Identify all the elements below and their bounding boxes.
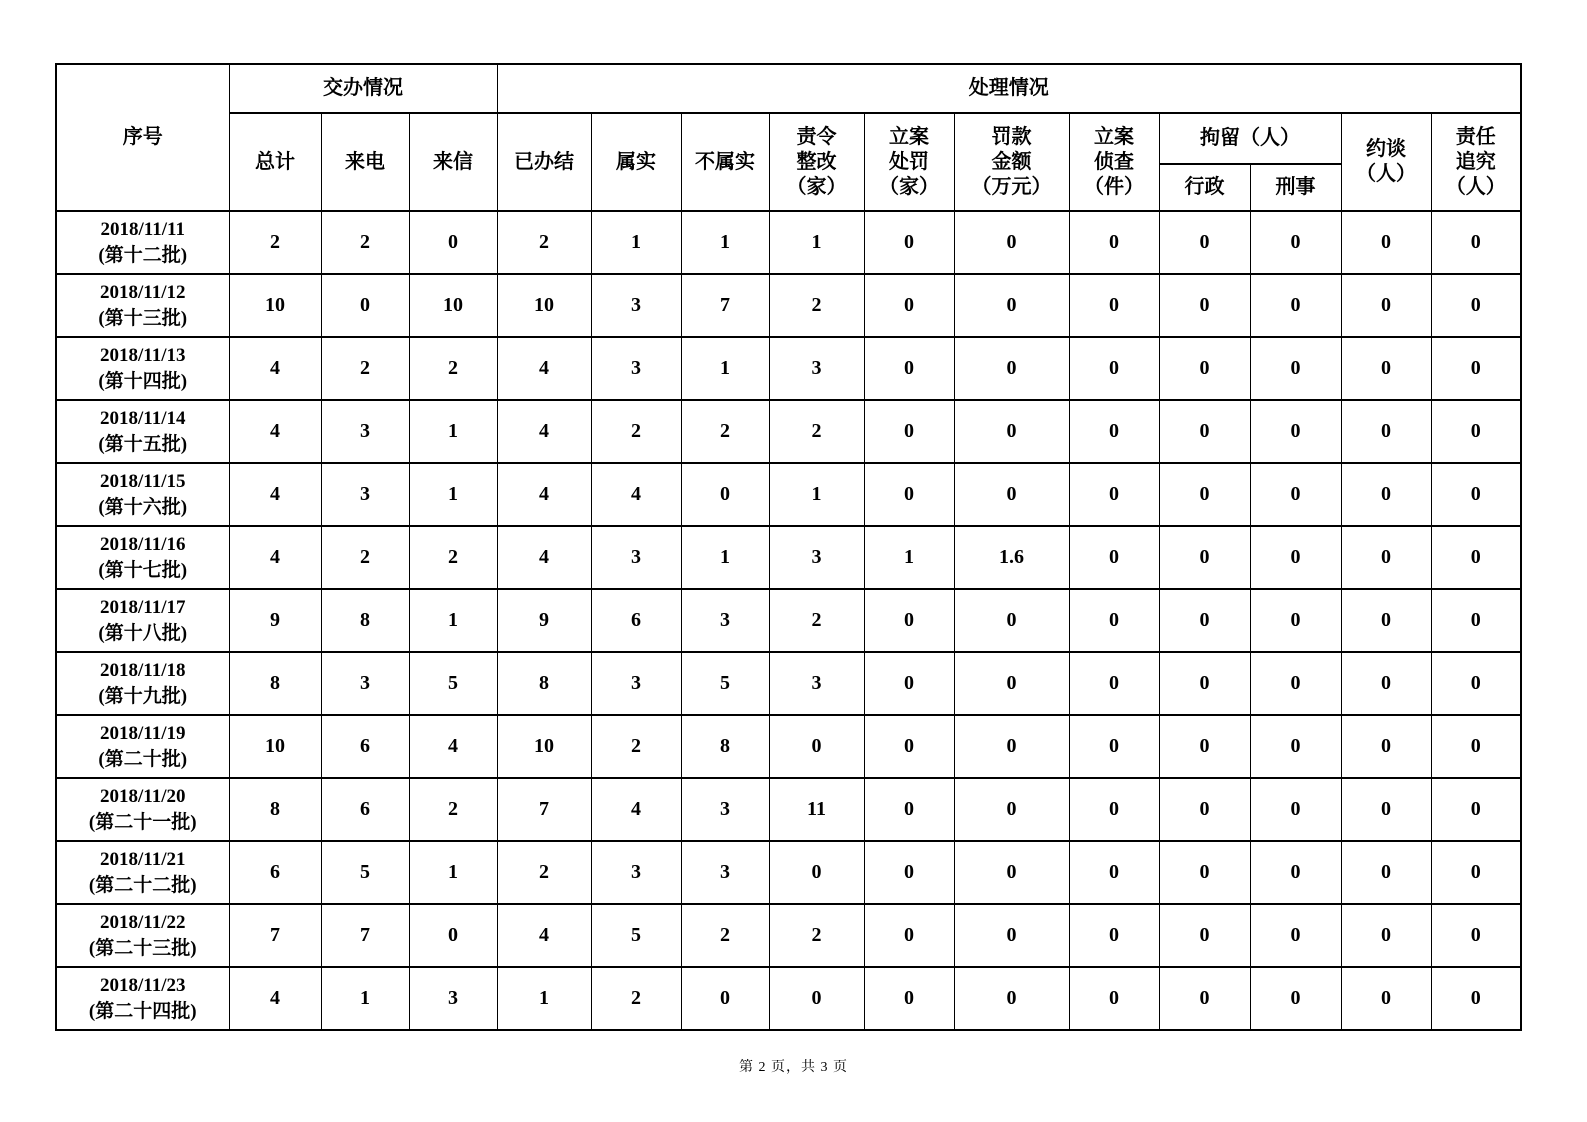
row-date: 2018/11/17 (99, 596, 186, 618)
row-date: 2018/11/23 (99, 974, 186, 996)
header-group-handle: 处理情况 (497, 64, 1521, 113)
data-cell: 3 (591, 274, 681, 337)
data-cell: 0 (954, 400, 1069, 463)
data-cell: 0 (1431, 400, 1521, 463)
data-cell: 0 (1431, 211, 1521, 274)
data-cell: 0 (1069, 211, 1159, 274)
summary-table (55, 63, 1522, 1031)
data-cell: 5 (591, 904, 681, 967)
data-cell: 0 (1431, 337, 1521, 400)
row-serial (56, 715, 229, 778)
row-serial (56, 211, 229, 274)
data-cell: 1 (864, 526, 954, 589)
data-cell: 0 (1159, 337, 1250, 400)
data-cell: 2 (769, 904, 864, 967)
data-cell: 1 (681, 337, 769, 400)
data-cell: 0 (954, 715, 1069, 778)
data-cell: 0 (1341, 526, 1431, 589)
header-fine-amount: 罚款 金额 （万元） (954, 113, 1069, 211)
data-cell: 8 (229, 652, 321, 715)
row-date: 2018/11/19 (99, 722, 186, 744)
table-row (56, 526, 1521, 589)
data-cell: 0 (1159, 715, 1250, 778)
data-cell: 2 (321, 526, 409, 589)
data-cell: 6 (591, 589, 681, 652)
data-cell: 2 (409, 337, 497, 400)
row-date: 2018/11/13 (99, 344, 186, 366)
data-cell: 0 (681, 463, 769, 526)
row-serial (56, 337, 229, 400)
data-cell: 0 (864, 652, 954, 715)
data-cell: 0 (681, 967, 769, 1030)
data-cell: 0 (1431, 841, 1521, 904)
data-cell: 6 (229, 841, 321, 904)
data-cell: 4 (229, 337, 321, 400)
data-cell: 3 (591, 841, 681, 904)
data-cell: 10 (497, 715, 591, 778)
data-cell: 10 (229, 715, 321, 778)
row-batch: (第十八批) (98, 622, 188, 644)
page-number: 第 2 页，共 3 页 (739, 1060, 848, 1075)
data-cell: 8 (229, 778, 321, 841)
data-cell: 0 (864, 211, 954, 274)
data-cell: 0 (1250, 400, 1341, 463)
data-cell: 0 (1431, 463, 1521, 526)
header-case-investigate: 立案 侦查 （件） (1069, 113, 1159, 211)
table-row (56, 967, 1521, 1030)
row-batch: (第二十二批) (88, 874, 197, 896)
data-cell: 0 (1069, 904, 1159, 967)
data-cell: 0 (1069, 274, 1159, 337)
row-batch: (第二十一批) (88, 811, 197, 833)
table-row (56, 841, 1521, 904)
data-cell: 0 (1250, 211, 1341, 274)
data-cell: 0 (1341, 841, 1431, 904)
row-batch: (第十五批) (98, 433, 188, 455)
row-batch: (第十四批) (98, 370, 188, 392)
data-cell: 0 (1069, 337, 1159, 400)
data-cell: 0 (1069, 715, 1159, 778)
row-batch: (第二十三批) (88, 937, 197, 959)
data-cell: 0 (954, 841, 1069, 904)
data-cell: 0 (1159, 904, 1250, 967)
row-batch: (第十六批) (98, 496, 188, 518)
data-cell: 0 (1250, 904, 1341, 967)
data-cell: 0 (1250, 715, 1341, 778)
data-cell: 1 (409, 841, 497, 904)
data-cell: 4 (229, 463, 321, 526)
data-cell: 3 (681, 778, 769, 841)
table-row (56, 778, 1521, 841)
table-row (56, 400, 1521, 463)
data-cell: 0 (954, 778, 1069, 841)
row-serial (56, 652, 229, 715)
header-letters: 来信 (409, 113, 497, 211)
data-cell: 11 (769, 778, 864, 841)
header-unsubstantiated: 不属实 (681, 113, 769, 211)
data-cell: 0 (1159, 463, 1250, 526)
data-cell: 3 (681, 589, 769, 652)
data-cell: 0 (1250, 778, 1341, 841)
data-cell: 2 (321, 337, 409, 400)
data-cell: 10 (229, 274, 321, 337)
data-cell: 2 (769, 589, 864, 652)
data-cell: 0 (954, 211, 1069, 274)
data-cell: 0 (864, 463, 954, 526)
data-cell: 0 (1431, 904, 1521, 967)
data-cell: 7 (229, 904, 321, 967)
data-cell: 4 (591, 463, 681, 526)
data-cell: 4 (409, 715, 497, 778)
data-cell: 0 (1159, 400, 1250, 463)
header-completed: 已办结 (497, 113, 591, 211)
data-cell: 3 (591, 526, 681, 589)
table-row (56, 463, 1521, 526)
data-cell: 2 (497, 841, 591, 904)
data-cell: 2 (591, 400, 681, 463)
row-batch: (第二十四批) (88, 1000, 197, 1022)
header-administrative: 行政 (1159, 164, 1250, 211)
data-cell: 2 (591, 715, 681, 778)
table-row (56, 904, 1521, 967)
data-cell: 1 (409, 463, 497, 526)
data-cell: 0 (954, 967, 1069, 1030)
header-row-groups (56, 64, 1521, 113)
data-cell: 0 (954, 589, 1069, 652)
data-cell: 2 (591, 967, 681, 1030)
table-body (56, 211, 1521, 1030)
data-cell: 3 (321, 400, 409, 463)
data-cell: 0 (1341, 589, 1431, 652)
row-batch: (第十三批) (98, 307, 188, 329)
data-cell: 0 (1069, 967, 1159, 1030)
data-cell: 0 (864, 841, 954, 904)
data-cell: 0 (1341, 337, 1431, 400)
data-cell: 1 (769, 211, 864, 274)
row-serial (56, 463, 229, 526)
data-cell: 0 (864, 274, 954, 337)
data-cell: 0 (409, 904, 497, 967)
data-cell: 0 (1069, 400, 1159, 463)
data-cell: 0 (1431, 715, 1521, 778)
header-calls: 来电 (321, 113, 409, 211)
row-date: 2018/11/11 (100, 218, 185, 240)
data-cell: 0 (769, 715, 864, 778)
data-cell: 9 (497, 589, 591, 652)
data-cell: 1 (497, 967, 591, 1030)
data-cell: 0 (864, 715, 954, 778)
row-serial (56, 526, 229, 589)
data-cell: 8 (321, 589, 409, 652)
header-group-assign: 交办情况 (229, 64, 497, 113)
data-cell: 2 (681, 400, 769, 463)
data-cell: 3 (591, 337, 681, 400)
data-cell: 0 (321, 274, 409, 337)
header-order-rectify: 责令 整改 （家） (769, 113, 864, 211)
row-batch: (第十二批) (98, 244, 188, 266)
row-serial (56, 400, 229, 463)
data-cell: 1 (681, 526, 769, 589)
data-cell: 2 (229, 211, 321, 274)
data-cell: 3 (321, 463, 409, 526)
row-batch: (第二十批) (98, 748, 188, 770)
data-cell: 3 (769, 652, 864, 715)
row-serial (56, 841, 229, 904)
row-date: 2018/11/21 (99, 848, 186, 870)
row-date: 2018/11/18 (99, 659, 186, 681)
data-cell: 4 (497, 400, 591, 463)
table-row (56, 274, 1521, 337)
data-cell: 0 (1159, 589, 1250, 652)
data-cell: 0 (1250, 526, 1341, 589)
data-cell: 0 (864, 778, 954, 841)
data-cell: 3 (591, 652, 681, 715)
data-cell: 0 (864, 400, 954, 463)
data-cell: 0 (1341, 211, 1431, 274)
data-cell: 0 (1431, 778, 1521, 841)
data-cell: 1.6 (954, 526, 1069, 589)
data-cell: 0 (864, 967, 954, 1030)
data-cell: 0 (1341, 778, 1431, 841)
data-cell: 4 (229, 967, 321, 1030)
header-case-penalty: 立案 处罚 （家） (864, 113, 954, 211)
data-cell: 0 (1250, 841, 1341, 904)
data-cell: 8 (681, 715, 769, 778)
header-accountability: 责任 追究 （人） (1431, 113, 1521, 211)
data-cell: 0 (1341, 967, 1431, 1030)
data-cell: 0 (1431, 589, 1521, 652)
data-cell: 0 (1341, 400, 1431, 463)
data-cell: 0 (1341, 463, 1431, 526)
data-cell: 0 (1159, 526, 1250, 589)
data-cell: 5 (681, 652, 769, 715)
data-cell: 3 (769, 337, 864, 400)
header-criminal: 刑事 (1250, 164, 1341, 211)
data-cell: 0 (864, 904, 954, 967)
table-row (56, 337, 1521, 400)
data-cell: 0 (1069, 778, 1159, 841)
data-cell: 0 (1159, 967, 1250, 1030)
data-cell: 4 (497, 904, 591, 967)
row-batch: (第十七批) (98, 559, 188, 581)
data-cell: 9 (229, 589, 321, 652)
data-cell: 6 (321, 778, 409, 841)
data-cell: 1 (681, 211, 769, 274)
data-cell: 4 (497, 463, 591, 526)
row-batch: (第十九批) (98, 685, 188, 707)
data-cell: 0 (1069, 463, 1159, 526)
row-date: 2018/11/14 (99, 407, 186, 429)
data-cell: 0 (1431, 967, 1521, 1030)
data-cell: 0 (1159, 841, 1250, 904)
data-cell: 2 (681, 904, 769, 967)
data-cell: 2 (497, 211, 591, 274)
data-cell: 0 (1341, 715, 1431, 778)
row-serial (56, 778, 229, 841)
table-row (56, 652, 1521, 715)
row-date: 2018/11/20 (99, 785, 186, 807)
data-cell: 0 (1069, 841, 1159, 904)
data-cell: 0 (1250, 652, 1341, 715)
data-cell: 7 (321, 904, 409, 967)
header-row-columns (56, 113, 1521, 164)
data-cell: 2 (769, 274, 864, 337)
data-cell: 4 (229, 400, 321, 463)
data-cell: 10 (409, 274, 497, 337)
table-row (56, 715, 1521, 778)
data-cell: 4 (591, 778, 681, 841)
data-cell: 0 (769, 841, 864, 904)
data-cell: 0 (1341, 904, 1431, 967)
data-cell: 1 (769, 463, 864, 526)
row-date: 2018/11/22 (99, 911, 186, 933)
data-cell: 0 (1069, 652, 1159, 715)
data-cell: 0 (954, 652, 1069, 715)
data-cell: 0 (1250, 589, 1341, 652)
data-cell: 0 (1250, 274, 1341, 337)
data-cell: 5 (321, 841, 409, 904)
data-cell: 0 (1250, 967, 1341, 1030)
data-cell: 8 (497, 652, 591, 715)
data-cell: 0 (409, 211, 497, 274)
data-cell: 0 (1159, 274, 1250, 337)
data-cell: 0 (1069, 526, 1159, 589)
table-header (56, 64, 1521, 211)
row-serial (56, 904, 229, 967)
data-cell: 0 (864, 589, 954, 652)
data-cell: 0 (1250, 463, 1341, 526)
header-total: 总计 (229, 113, 321, 211)
data-cell: 2 (409, 778, 497, 841)
data-cell: 1 (409, 400, 497, 463)
header-interview: 约谈 （人） (1341, 113, 1431, 211)
table-row (56, 211, 1521, 274)
data-cell: 0 (1159, 211, 1250, 274)
data-cell: 0 (1431, 274, 1521, 337)
row-date: 2018/11/12 (99, 281, 186, 303)
table-row (56, 589, 1521, 652)
data-cell: 0 (1431, 526, 1521, 589)
data-cell: 6 (321, 715, 409, 778)
data-cell: 7 (497, 778, 591, 841)
data-cell: 0 (954, 463, 1069, 526)
header-serial: 序号 (56, 64, 229, 211)
row-date: 2018/11/15 (99, 470, 186, 492)
data-cell: 0 (1159, 652, 1250, 715)
data-cell: 0 (1069, 589, 1159, 652)
data-cell: 0 (769, 967, 864, 1030)
row-serial (56, 589, 229, 652)
data-cell: 3 (321, 652, 409, 715)
data-cell: 1 (591, 211, 681, 274)
data-cell: 0 (954, 337, 1069, 400)
header-detention: 拘留（人） (1159, 113, 1341, 164)
data-cell: 0 (954, 904, 1069, 967)
row-date: 2018/11/16 (99, 533, 186, 555)
data-cell: 10 (497, 274, 591, 337)
data-cell: 2 (769, 400, 864, 463)
data-cell: 0 (1159, 778, 1250, 841)
data-cell: 0 (1431, 652, 1521, 715)
data-cell: 2 (321, 211, 409, 274)
data-cell: 5 (409, 652, 497, 715)
data-cell: 0 (1341, 274, 1431, 337)
data-cell: 4 (497, 526, 591, 589)
data-cell: 4 (497, 337, 591, 400)
data-cell: 0 (954, 274, 1069, 337)
data-cell: 4 (229, 526, 321, 589)
data-cell: 7 (681, 274, 769, 337)
data-cell: 3 (409, 967, 497, 1030)
data-cell: 0 (1250, 337, 1341, 400)
header-substantiated: 属实 (591, 113, 681, 211)
data-cell: 2 (409, 526, 497, 589)
data-cell: 3 (769, 526, 864, 589)
row-serial (56, 967, 229, 1030)
data-cell: 1 (409, 589, 497, 652)
row-serial (56, 274, 229, 337)
data-cell: 0 (864, 337, 954, 400)
data-cell: 1 (321, 967, 409, 1030)
data-cell: 3 (681, 841, 769, 904)
data-cell: 0 (1341, 652, 1431, 715)
